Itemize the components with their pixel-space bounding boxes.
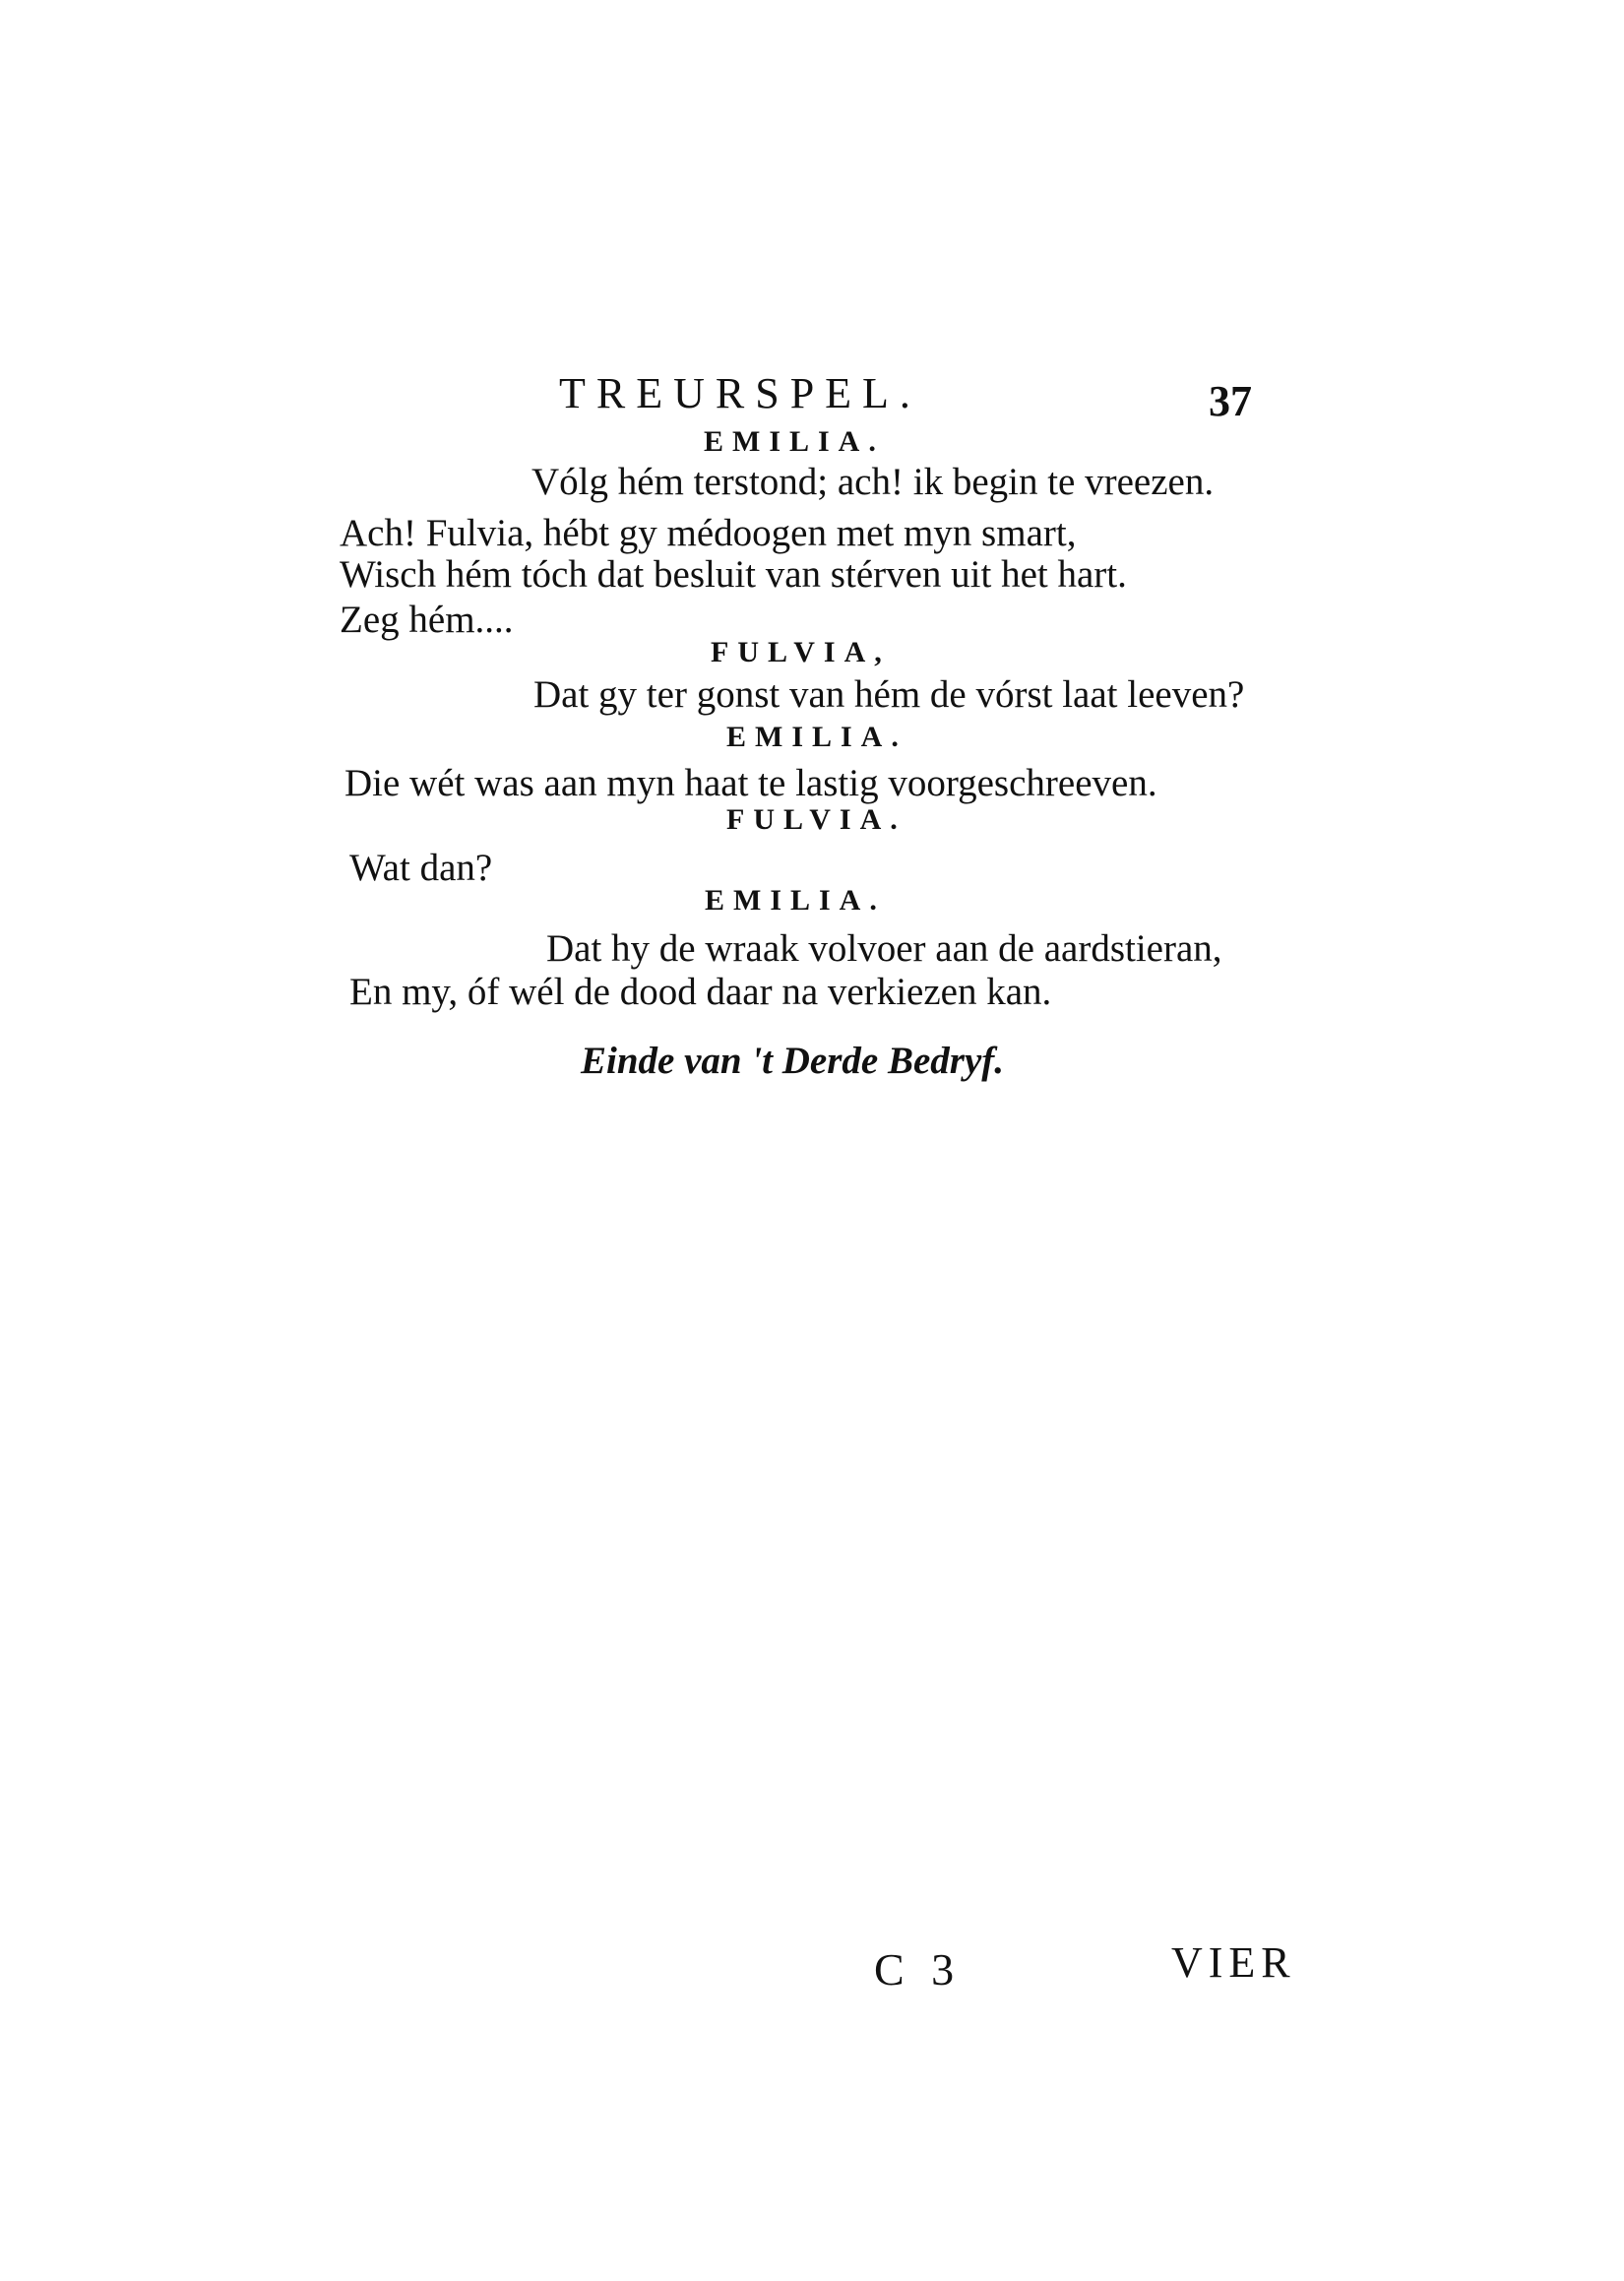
verse-line: Wat dan? xyxy=(349,847,493,889)
signature-mark: C 3 xyxy=(874,1944,963,1995)
verse-line: Zeg hém.... xyxy=(340,599,514,641)
verse-line: Die wét was aan myn haat te lastig voorgeschreeven. xyxy=(344,762,1157,804)
speaker-label: EMILIA. xyxy=(726,721,907,753)
verse-line: En my, óf wél de dood daar na verkiezen kan. xyxy=(349,971,1052,1013)
act-end-note: Einde van 't Derde Bedryf. xyxy=(581,1040,1005,1082)
speaker-label: FULVIA. xyxy=(726,803,906,836)
running-title: TREURSPEL. xyxy=(559,369,921,417)
verse-line: Dat gy ter gonst van hém de vórst laat leeven? xyxy=(533,673,1245,716)
catchword: VIER xyxy=(1171,1938,1296,1987)
verse-line: Vólg hém terstond; ach! ik begin te vreezen. xyxy=(531,461,1215,503)
verse-line: Wisch hém tóch dat besluit van stérven uit het hart. xyxy=(340,553,1127,596)
speaker-label: EMILIA. xyxy=(704,425,885,458)
verse-line: Dat hy de wraak volvoer aan de aardstieran, xyxy=(546,927,1222,970)
speaker-label: FULVIA, xyxy=(711,636,891,668)
page-number: 37 xyxy=(1209,377,1252,425)
speaker-label: EMILIA. xyxy=(705,884,886,917)
verse-line: Ach! Fulvia, hébt gy médoogen met myn smart, xyxy=(340,512,1077,554)
